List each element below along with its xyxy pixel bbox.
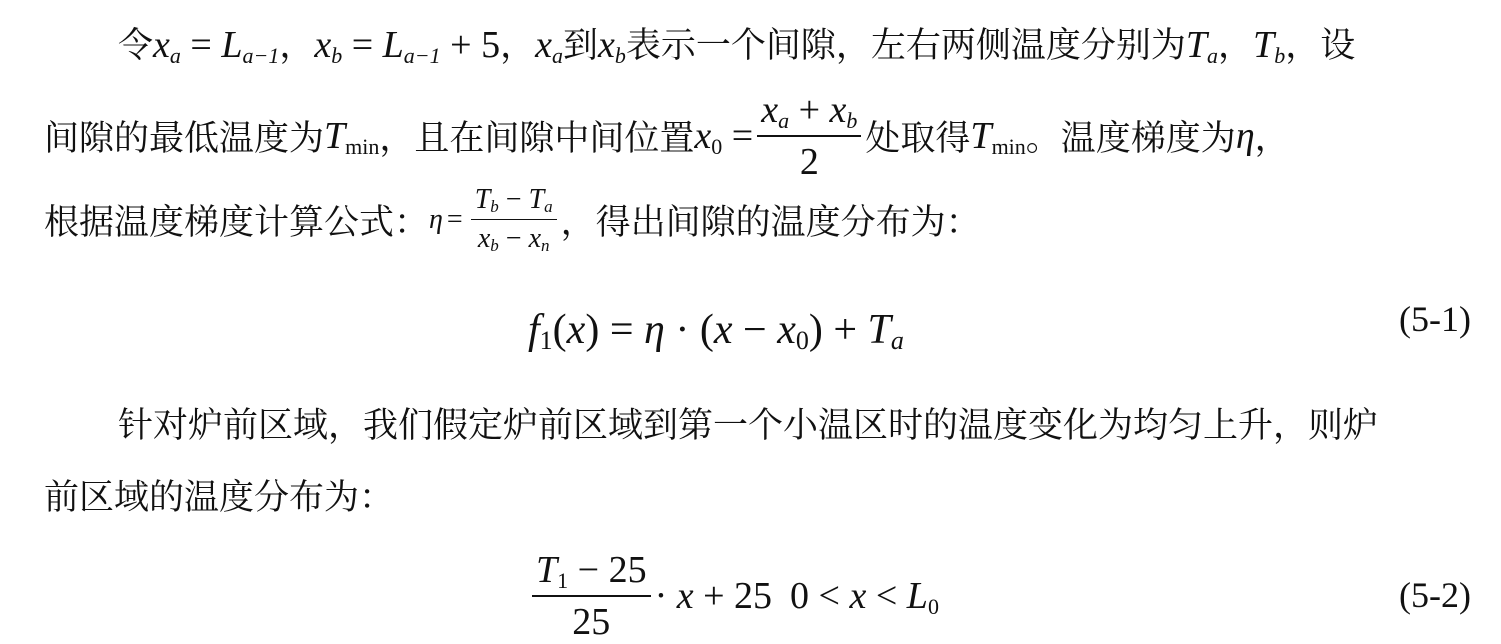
math-Tb: $T_b$ <box>1253 24 1286 68</box>
math-xb-def: $x_b = L_{a-1} + 5$ <box>314 24 501 68</box>
text-para2-1: 针对炉前区域，我们假定炉前区域到第一个小温区时的温度变化为均匀上升，则炉 <box>118 406 1379 446</box>
text-to: 到 <box>562 26 598 66</box>
equation-5-2: $\frac{T_1 - 25}{25}$ · x + 25 $0 < x < L_0$ <box>528 548 939 644</box>
text-line2-d: 。温度梯度为 <box>1025 119 1236 159</box>
text-line2-a: 间隙的最低温度为 <box>44 119 325 159</box>
equation-number-5-1: (5-1) <box>1399 299 1471 339</box>
text-line2-e: ， <box>1254 119 1290 159</box>
equation-5-1: $f_1(x) = \eta \cdot (x - x_0) + T_a$ <box>528 307 904 355</box>
math-gradient-formula: η = $\frac{T_b - T_a}{x_b - x_n}$ <box>429 184 561 255</box>
equation-number-5-2: (5-2) <box>1399 575 1471 615</box>
text-line-1 <box>118 18 1355 68</box>
text-she: ，设 <box>1285 26 1356 66</box>
math-Ta: $T_a$ <box>1185 24 1219 68</box>
text-para2-2: 前区域的温度分布为： <box>44 478 395 518</box>
math-Tmin-1: $T_{min}$ <box>324 115 380 159</box>
text-line-3 <box>44 184 981 255</box>
math-fraction-t1: $\frac{T_1 - 25}{25}$ <box>532 548 651 644</box>
math-Tmin-2: $T_{min}$ <box>970 115 1026 159</box>
eq2-lower: 0 <box>790 575 810 617</box>
text-line3-b: ，得出间隙的温度分布为： <box>560 202 981 243</box>
text-line3-a: 根据温度梯度计算公式： <box>44 202 430 243</box>
text-line2-c: 处取得 <box>865 119 971 159</box>
text-desc: 表示一个间隙，左右两侧温度分别为 <box>625 26 1186 66</box>
text-sep2: ， <box>500 26 536 66</box>
text-line2-b: ，且在间隙中间位置 <box>379 119 695 159</box>
math-xb: $x_b$ <box>598 24 626 68</box>
text-line-2 <box>44 88 1290 184</box>
text-intro: 令 <box>118 26 154 66</box>
text-comma: ， <box>1218 26 1254 66</box>
eq2-const: 25 <box>734 575 773 617</box>
math-xa-def: $x_a = L_{a-1}$ <box>153 24 280 68</box>
math-fraction-midpoint: $\frac{x_a + x_b}{2}$ <box>757 88 861 184</box>
text-para2-line1 <box>118 398 1378 448</box>
math-xa: $x_a$ <box>535 24 563 68</box>
text-sep1: ， <box>279 26 315 66</box>
math-x0-def: $x_0$ = <box>694 115 754 159</box>
math-eta: η <box>1235 115 1255 157</box>
text-para2-line2 <box>44 470 394 520</box>
